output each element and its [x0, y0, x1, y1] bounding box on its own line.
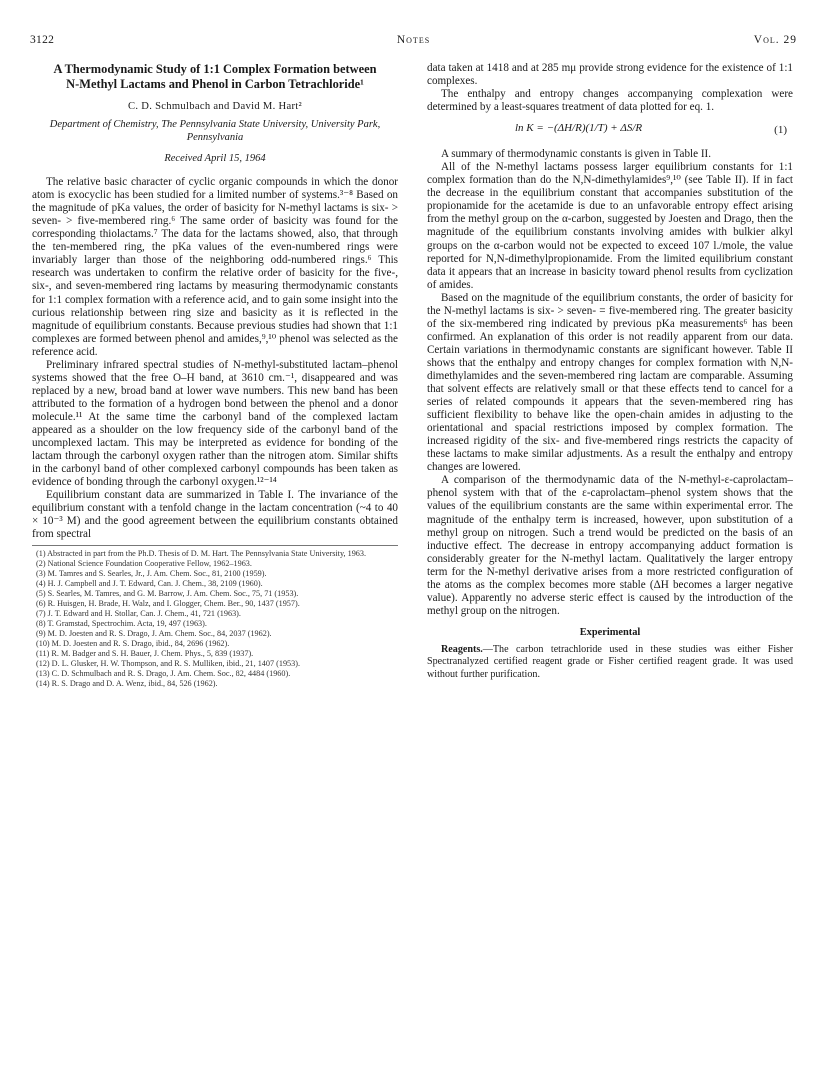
footnote: (10) M. D. Joesten and R. S. Drago, ibid., 84, 2696 (1962). [36, 638, 230, 648]
footnotes [32, 545, 398, 688]
footnote: (3) M. Tamres and S. Searles, Jr., J. Am. Chem. Soc., 81, 2100 (1959). [36, 569, 267, 579]
running-head [30, 34, 797, 50]
body-paragraph: A comparison of the thermodynamic data of the N-methyl-ε-caprolactam–phenol system with that of the ε-caprolactam–phenol system shows that the values of the equilibrium constants are the same within experimental error. The magnitude of the enthalpy term is increased, however, upon substitution of a methyl group on nitrogen. Such a trend would be predicted on the basis of an inductive effect. The decrease in entropy accompanying adduct formation is considerably greater for the N-methyl lactam. Qualitatively the larger entropy term for the N-methyl derivative arises from a more restricted configuration of the atoms as the complex becomes more stable (ΔH becomes a larger negative value). Apparently no adverse steric effect is caused by the introduction of the methyl group on the nitrogen. [427, 474, 793, 617]
volume-label: Vol. 29 [753, 34, 797, 46]
footnote: (13) C. D. Schmulbach and R. S. Drago, J. Am. Chem. Soc., 82, 4484 (1960). [36, 668, 291, 678]
body-paragraph: Preliminary infrared spectral studies of N-methyl-substituted lactam–phenol systems showed that the free O–H band, at 3610 cm.⁻¹, disappeared and was replaced by a new, broad band at lower wave numbers. This new band has been attributed to the formation of a hydrogen bond between the phenol and a donor molecule.¹¹ At the same time the carbonyl band of the complexed lactam appeared as a shoulder on the low frequency side of the carbonyl band of the uncomplexed lactam. This may be interpreted as evidence for bonding of the lactam through the carbonyl oxygen rather than the nitrogen atom. Similar shifts in the carbonyl band of other complexed carbonyl compounds has been taken as evidence of bonding through the carbonyl oxygen.¹²⁻¹⁴ [32, 358, 398, 489]
body-paragraph: All of the N-methyl lactams possess larger equilibrium constants for 1:1 complex formation than do the N,N-dimethylamides⁹,¹⁰ (see Table II). If in fact the decrease in the equilibrium constant that accompanies substitution of the propionamide for the acetamide is due to an unfavorable entropy effect arising from the methyl group on the α-carbon, suggested by Joesten and Drago, then the magnitude of the equilibrium constants involving amides with bulkier alkyl groups on the α-carbon would not be expected to exceed 107 l./mole, the value reported for N,N-dimethylpropionamide. From the limited equilibrium constant data it appears that an increase in basicity toward phenol results from cyclization of amides. [427, 161, 793, 291]
page-number: 3122 [30, 34, 55, 46]
footnote: (11) R. M. Badger and S. H. Bauer, J. Chem. Phys., 5, 839 (1937). [36, 648, 254, 658]
footnote: (5) S. Searles, M. Tamres, and G. M. Barrow, J. Am. Chem. Soc., 75, 71 (1953). [36, 589, 299, 599]
section-heading-experimental: Experimental [579, 626, 641, 638]
body-paragraph: The enthalpy and entropy changes accompanying complexation were determined by a least-squares treatment of data plotted for eq. 1. [427, 88, 793, 114]
footnote: (14) R. S. Drago and D. A. Wenz, ibid., 84, 526 (1962). [36, 678, 218, 688]
left-column [32, 62, 398, 689]
footnote: (12) D. L. Glusker, H. W. Thompson, and R. S. Mulliken, ibid., 21, 1407 (1953). [36, 658, 301, 668]
footnote: (7) J. T. Edward and H. Stollar, Can. J. Chem., 41, 721 (1963). [36, 609, 241, 619]
equation-text: ln K = −(ΔH/R)(1/T) + ΔS/R [515, 122, 643, 135]
reagents-text: —The carbon tetrachloride used in these studies was either Fisher Spectranalyzed certified reagent grade or Fisher certified reagent grade. It was used without further purification. [427, 643, 793, 680]
body-paragraph: A summary of thermodynamic constants is given in Table II. [441, 148, 712, 161]
footnote: (9) M. D. Joesten and R. S. Drago, J. Am. Chem. Soc., 84, 2037 (1962). [36, 629, 272, 639]
body-paragraph: data taken at 1418 and at 285 mμ provide strong evidence for the existence of 1:1 complexes. [427, 62, 793, 88]
footnote: (6) R. Huisgen, H. Brade, H. Walz, and I. Glogger, Chem. Ber., 90, 1437 (1957). [36, 599, 300, 609]
body-paragraph: Equilibrium constant data are summarized in Table I. The invariance of the equilibrium constant with a tenfold change in the lactam concentration (~4 to 40 × 10⁻³ M) and the good agreement between the equilibrium constants obtained from spectral [32, 489, 398, 541]
received-date: Received April 15, 1964 [164, 153, 266, 165]
article-title: A Thermodynamic Study of 1:1 Complex Formation between N-Methyl Lactams and Phenol in Carbon Tetrachloride¹ [53, 62, 377, 91]
body-paragraph: The relative basic character of cyclic organic compounds in which the donor atom is exocyclic has been studied for a limited number of systems.³⁻⁸ Based on the magnitude of pKa values, the order of basicity for N-methyl lactams is six- > seven- > five-membered ring.⁶ The same order of basicity was found for the corresponding thiolactams.⁷ The data for the lactams showed, also, that through the ten-membered ring, the pKa values of the even-numbered rings were invariably larger than those of the neighboring odd-numbered rings.⁶ This research was undertaken to confirm the relative order of basicity for the five-, six-, and seven-membered ring lactams by measuring thermodynamic constants for 1:1 complex formation with a reference acid, and to gain some insight into the curious relationship between ring size and basicity as it is reflected in the magnitude of equilibrium constants. Because previous studies had shown that 1:1 complexes are formed between phenol and amides,⁹,¹⁰ phenol was selected as the reference acid. [32, 176, 398, 358]
equation-number: (1) [774, 124, 787, 137]
footnote: (1) Abstracted in part from the Ph.D. Thesis of D. M. Hart. The Pennsylvania State University, 1963. [36, 549, 367, 559]
footnote: (8) T. Gramstad, Spectrochim. Acta, 19, 497 (1963). [36, 619, 207, 629]
footnote: (2) National Science Foundation Cooperative Fellow, 1962–1963. [36, 559, 252, 569]
body-paragraph: Based on the magnitude of the equilibrium constants, the order of basicity for the N-methyl lactams is six- > seven- = five-membered ring. The greater basicity of the six-membered ring indicated by previous pKa measurements⁶ has been confirmed. An explanation of this order is not readily apparent from our data. Certain variations in thermodynamic constants are significant however. Table II shows that the enthalpy and entropy changes for complex formation with N,N-dimethylamides and the seven-membered ring lactam are comparable. Assuming that solvent effects are relatively small or that these effects tend to cancel for a series of related compounds it appears that the seven-membered ring has sufficient flexibility to behave like the open-chain amides in adjusting to the orientational and spacial restrictions imposed by complex formation. The increased rigidity of the six- and five-membered rings restricts the capacity of these lactams to make similar adjustments. As a result the enthalpy and entropy changes are lowered. [427, 291, 793, 474]
reagents-paragraph [427, 644, 793, 681]
author-affiliation: Department of Chemistry, The Pennsylvania State University, University Park, Pennsylvania [49, 119, 381, 143]
equation-1 [427, 118, 793, 144]
right-column [427, 62, 793, 681]
article-authors: C. D. Schmulbach and David M. Hart² [127, 101, 303, 112]
footnote: (4) H. J. Campbell and J. T. Edward, Can. J. Chem., 38, 2109 (1960). [36, 579, 263, 589]
reagents-label: Reagents. [441, 643, 483, 655]
section-name: Notes [396, 34, 431, 46]
